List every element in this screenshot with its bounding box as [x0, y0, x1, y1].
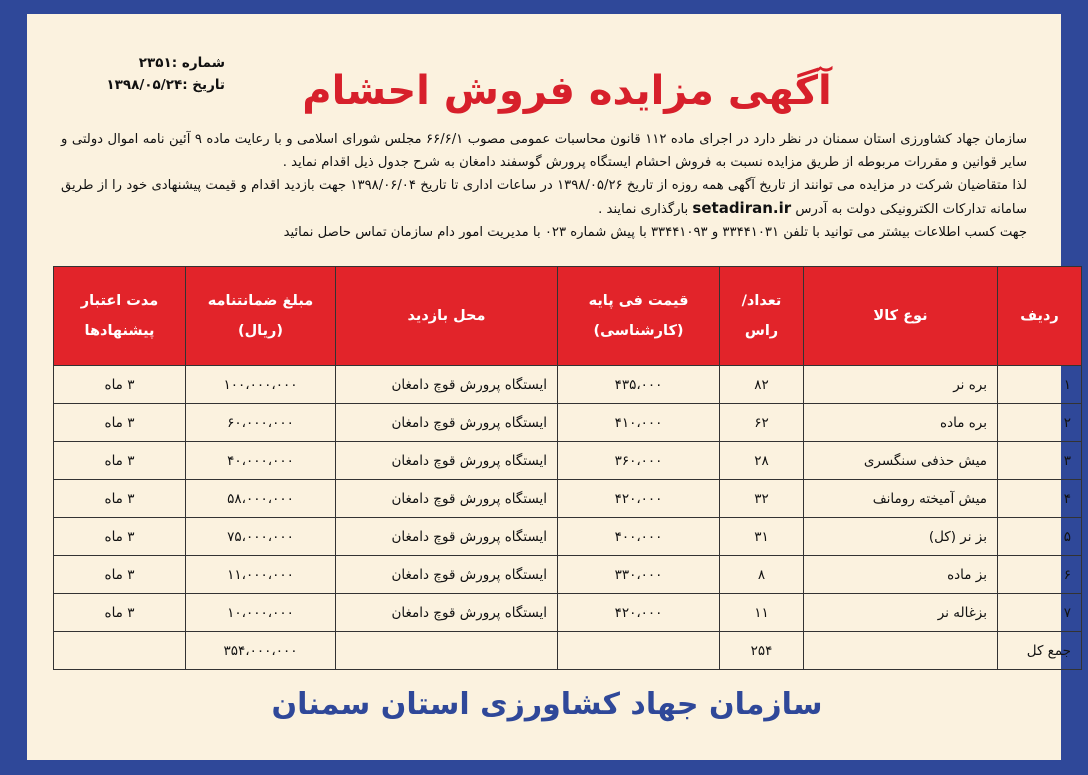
- validity-period-cell: ۳ ماه: [54, 404, 186, 442]
- item-type-cell: بزغاله نر: [804, 594, 998, 632]
- visit-location-cell: ایستگاه پرورش قوچ دامغان: [336, 442, 558, 480]
- item-type-cell: میش حذفی سنگسری: [804, 442, 998, 480]
- column-header-row-number: ردیف: [998, 267, 1082, 366]
- body-paragraph-2: [61, 174, 1027, 221]
- validity-period-cell: ۳ ماه: [54, 518, 186, 556]
- guarantee-amount-cell: ۱۱،۰۰۰،۰۰۰: [186, 556, 336, 594]
- visit-location-cell: ایستگاه پرورش قوچ دامغان: [336, 556, 558, 594]
- table-row: [54, 366, 1082, 404]
- empty-cell: [336, 632, 558, 670]
- visit-location-cell: ایستگاه پرورش قوچ دامغان: [336, 480, 558, 518]
- item-type-cell: بره ماده: [804, 404, 998, 442]
- count-cell: ۳۱: [720, 518, 804, 556]
- table-total-row: [54, 632, 1082, 670]
- column-header-count: تعداد/ راس: [720, 267, 804, 366]
- validity-period-cell: ۳ ماه: [54, 366, 186, 404]
- row-number-cell: ۲: [998, 404, 1082, 442]
- item-type-cell: بره نر: [804, 366, 998, 404]
- website-address: setadiran.ir: [692, 199, 792, 217]
- item-type-cell: میش آمیخته رومانف: [804, 480, 998, 518]
- table-header-row: [54, 267, 1082, 366]
- validity-period-cell: ۳ ماه: [54, 480, 186, 518]
- guarantee-amount-cell: ۱۰،۰۰۰،۰۰۰: [186, 594, 336, 632]
- count-cell: ۸: [720, 556, 804, 594]
- visit-location-cell: ایستگاه پرورش قوچ دامغان: [336, 594, 558, 632]
- visit-location-cell: ایستگاه پرورش قوچ دامغان: [336, 404, 558, 442]
- count-cell: ۳۲: [720, 480, 804, 518]
- row-number-cell: ۱: [998, 366, 1082, 404]
- validity-period-cell: ۳ ماه: [54, 442, 186, 480]
- total-label-cell: جمع کل: [998, 632, 1082, 670]
- empty-cell: [804, 632, 998, 670]
- notice-meta: [65, 52, 225, 96]
- row-number-cell: ۴: [998, 480, 1082, 518]
- guarantee-amount-cell: ۶۰،۰۰۰،۰۰۰: [186, 404, 336, 442]
- row-number-cell: ۷: [998, 594, 1082, 632]
- table-row: [54, 594, 1082, 632]
- total-count-cell: ۲۵۴: [720, 632, 804, 670]
- row-number-cell: ۵: [998, 518, 1082, 556]
- total-amount-cell: ۳۵۴،۰۰۰،۰۰۰: [186, 632, 336, 670]
- body-paragraph-3: جهت کسب اطلاعات بیشتر می توانید با تلفن ۳۳۴۴۱۰۳۱ و ۳۳۴۴۱۰۹۳ با پیش شماره ۰۲۳ با مدیریت امور دام سازمان تماس حاصل نمائید: [283, 225, 1027, 240]
- table-row: [54, 480, 1082, 518]
- count-cell: ۱۱: [720, 594, 804, 632]
- row-number-cell: ۳: [998, 442, 1082, 480]
- table-row: [54, 442, 1082, 480]
- item-type-cell: بز ماده: [804, 556, 998, 594]
- count-cell: ۲۸: [720, 442, 804, 480]
- column-header-visit-location: محل بازدید: [336, 267, 558, 366]
- validity-period-cell: ۳ ماه: [54, 556, 186, 594]
- guarantee-amount-cell: ۵۸،۰۰۰،۰۰۰: [186, 480, 336, 518]
- count-cell: ۸۲: [720, 366, 804, 404]
- notice-number: شماره :۲۳۵۱: [138, 55, 225, 71]
- visit-location-cell: ایستگاه پرورش قوچ دامغان: [336, 366, 558, 404]
- base-price-cell: ۴۲۰،۰۰۰: [558, 594, 720, 632]
- row-number-cell: ۶: [998, 556, 1082, 594]
- organization-footer: سازمان جهاد کشاورزی استان سمنان: [271, 687, 823, 722]
- table-row: [54, 556, 1082, 594]
- base-price-cell: ۴۱۰،۰۰۰: [558, 404, 720, 442]
- visit-location-cell: ایستگاه پرورش قوچ دامغان: [336, 518, 558, 556]
- base-price-cell: ۴۳۵،۰۰۰: [558, 366, 720, 404]
- notice-body: [61, 128, 1027, 244]
- body-paragraph-2-start: لذا متقاضیان شرکت در مزایده می توانند از تاریخ آگهی همه روزه از تاریخ ۱۳۹۸/۰۵/۲۶ در ساعات اداری تا تاریخ ۱۳۹۸/۰۶/۰۴ جهت بازدید اقدام و قیمت پیشنهادی خود را از طریق سامانه تدارکات الکترونیکی دولت به آدرس: [61, 178, 1027, 217]
- empty-cell: [54, 632, 186, 670]
- notice-frame: [27, 14, 1071, 760]
- column-header-item-type: نوع کالا: [804, 267, 998, 366]
- column-header-guarantee-amount: مبلغ ضمانتنامه (ریال): [186, 267, 336, 366]
- body-paragraph-2-end: بارگذاری نمایند .: [598, 202, 689, 217]
- auction-table: [53, 266, 1082, 670]
- base-price-cell: ۴۲۰،۰۰۰: [558, 480, 720, 518]
- item-type-cell: بز نر (کل): [804, 518, 998, 556]
- table-row: [54, 518, 1082, 556]
- guarantee-amount-cell: ۱۰۰،۰۰۰،۰۰۰: [186, 366, 336, 404]
- guarantee-amount-cell: ۴۰،۰۰۰،۰۰۰: [186, 442, 336, 480]
- column-header-base-price: قیمت فی پایه (کارشناسی): [558, 267, 720, 366]
- page-title: آگهی مزایده فروش احشام: [302, 68, 832, 114]
- body-paragraph-1: سازمان جهاد کشاورزی استان سمنان در نظر دارد در اجرای ماده ۱۱۲ قانون محاسبات عمومی مصوب ۶۶/۶/۱ مجلس شورای اسلامی و با رعایت ماده ۹ آئین نامه اموال دولتی و سایر قوانین و مقررات مربوطه از طریق مزایده نسبت به فروش احشام ایستگاه پرورش گوسفند دامغان به شرح جدول ذیل اقدام نماید .: [61, 132, 1027, 170]
- validity-period-cell: ۳ ماه: [54, 594, 186, 632]
- base-price-cell: ۳۳۰،۰۰۰: [558, 556, 720, 594]
- column-header-validity-period: مدت اعتبار پیشنهادها: [54, 267, 186, 366]
- count-cell: ۶۲: [720, 404, 804, 442]
- guarantee-amount-cell: ۷۵،۰۰۰،۰۰۰: [186, 518, 336, 556]
- base-price-cell: ۳۶۰،۰۰۰: [558, 442, 720, 480]
- notice-date: تاریخ :۱۳۹۸/۰۵/۲۴: [106, 77, 225, 93]
- base-price-cell: ۴۰۰،۰۰۰: [558, 518, 720, 556]
- table-row: [54, 404, 1082, 442]
- empty-cell: [558, 632, 720, 670]
